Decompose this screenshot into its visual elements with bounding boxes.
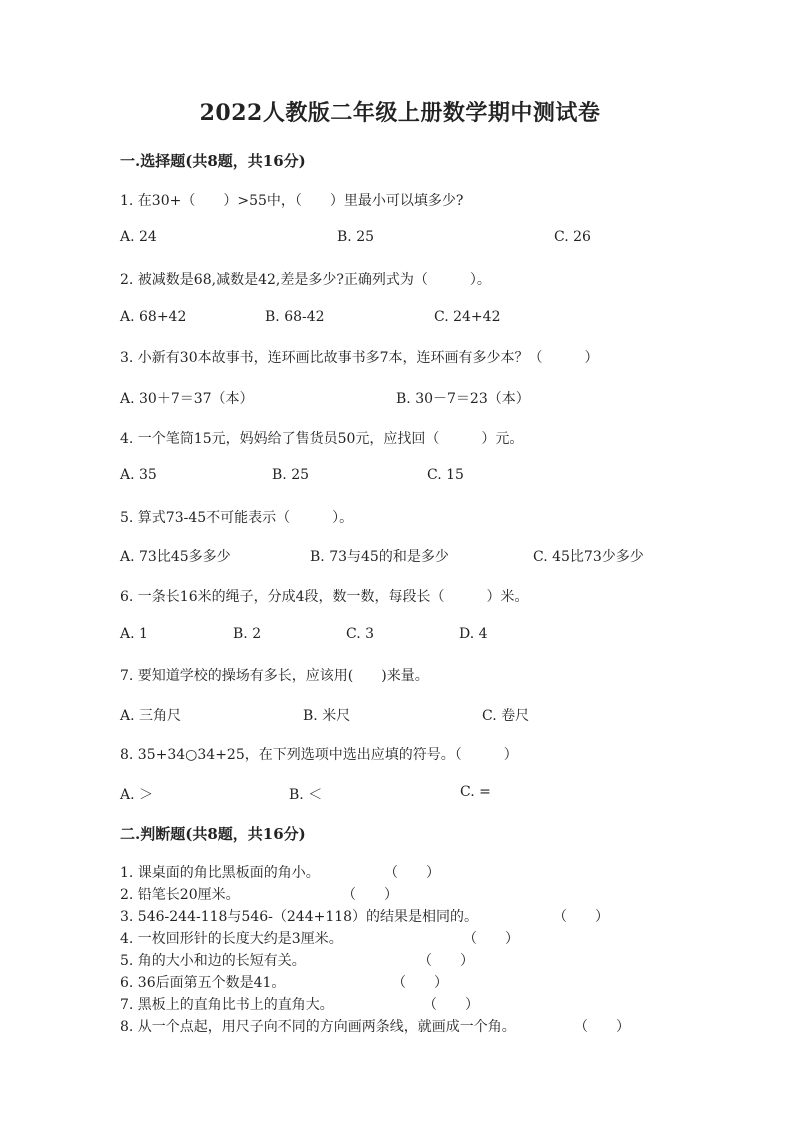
- q3-option-a: A. 30＋7＝37（本）: [120, 391, 254, 407]
- q2-option-a: A. 68+42: [120, 309, 187, 325]
- judgment-item-3: 3. 546-244-118与546-（244+118）的结果是相同的。: [120, 909, 479, 925]
- judgment-item-5: 5. 角的大小和边的长短有关。: [120, 953, 306, 969]
- judgment-item-7: 7. 黑板上的直角比书上的直角大。: [120, 997, 334, 1013]
- question-4: 4. 一个笔筒15元，妈妈给了售货员50元，应找回（ ）元。: [120, 431, 524, 447]
- judgment-item-4: 4. 一枚回形针的长度大约是3厘米。: [120, 931, 343, 947]
- q1-option-a: A. 24: [120, 229, 157, 245]
- question-7: 7. 要知道学校的操场有多长，应该用( )来量。: [120, 668, 429, 684]
- q7-option-b: B. 米尺: [303, 708, 351, 724]
- judgment-item-2-answer: （ ）: [342, 887, 398, 903]
- q6-option-a: A. 1: [120, 626, 148, 642]
- q7-option-c: C. 卷尺: [482, 708, 530, 724]
- q4-option-b: B. 25: [272, 467, 310, 483]
- section-heading-judgment: 二.判断题(共8题，共16分): [120, 825, 306, 843]
- judgment-item-2: 2. 铅笔长20厘米。: [120, 887, 240, 903]
- judgment-item-3-answer: （ ）: [553, 909, 609, 925]
- q6-option-c: C. 3: [346, 626, 375, 642]
- q6-option-d: D. 4: [459, 626, 488, 642]
- q4-option-c: C. 15: [427, 467, 464, 483]
- q1-option-b: B. 25: [337, 229, 375, 245]
- judgment-item-4-answer: （ ）: [463, 931, 519, 947]
- q8-option-a: A. ＞: [120, 787, 154, 803]
- q7-option-a: A. 三角尺: [120, 708, 182, 724]
- question-1: 1. 在30+（ ）>55中，（ ）里最小可以填多少?: [120, 193, 464, 209]
- q5-option-b: B. 73与45的和是多少: [310, 549, 449, 565]
- q3-option-b: B. 30－7＝23（本）: [396, 391, 530, 407]
- q8-option-c: C. =: [460, 784, 491, 800]
- q4-option-a: A. 35: [120, 467, 157, 483]
- q2-option-c: C. 24+42: [434, 309, 501, 325]
- judgment-item-6: 6. 36后面第五个数是41。: [120, 975, 286, 991]
- judgment-item-1-answer: （ ）: [384, 865, 440, 881]
- q5-option-c: C. 45比73少多少: [533, 549, 644, 565]
- question-6: 6. 一条长16米的绳子，分成4段，数一数，每段长（ ）米。: [120, 589, 529, 605]
- judgment-item-5-answer: （ ）: [418, 953, 474, 969]
- judgment-item-8: 8. 从一个点起，用尺子向不同的方向画两条线，就画成一个角。: [120, 1019, 516, 1035]
- section-heading-choice: 一.选择题(共8题，共16分): [120, 152, 306, 170]
- judgment-item-8-answer: （ ）: [574, 1019, 630, 1035]
- q8-option-b: B. ＜: [289, 787, 323, 803]
- q6-option-b: B. 2: [233, 626, 262, 642]
- page-title: 2022人教版二年级上册数学期中测试卷: [199, 100, 601, 126]
- question-8: 8. 35+34○34+25，在下列选项中选出应填的符号。（ ）: [120, 747, 518, 763]
- judgment-item-1: 1. 课桌面的角比黑板面的角小。: [120, 865, 320, 881]
- judgment-item-7-answer: （ ）: [423, 997, 479, 1013]
- q1-option-c: C. 26: [554, 229, 591, 245]
- q5-option-a: A. 73比45多多少: [120, 549, 231, 565]
- question-2: 2. 被减数是68,减数是42,差是多少?正确列式为（ ）。: [120, 272, 491, 288]
- question-5: 5. 算式73-45不可能表示（ ）。: [120, 510, 354, 526]
- judgment-item-6-answer: （ ）: [392, 975, 448, 991]
- q2-option-b: B. 68-42: [265, 309, 325, 325]
- question-3: 3. 小新有30本故事书，连环画比故事书多7本，连环画有多少本？（ ）: [120, 350, 599, 366]
